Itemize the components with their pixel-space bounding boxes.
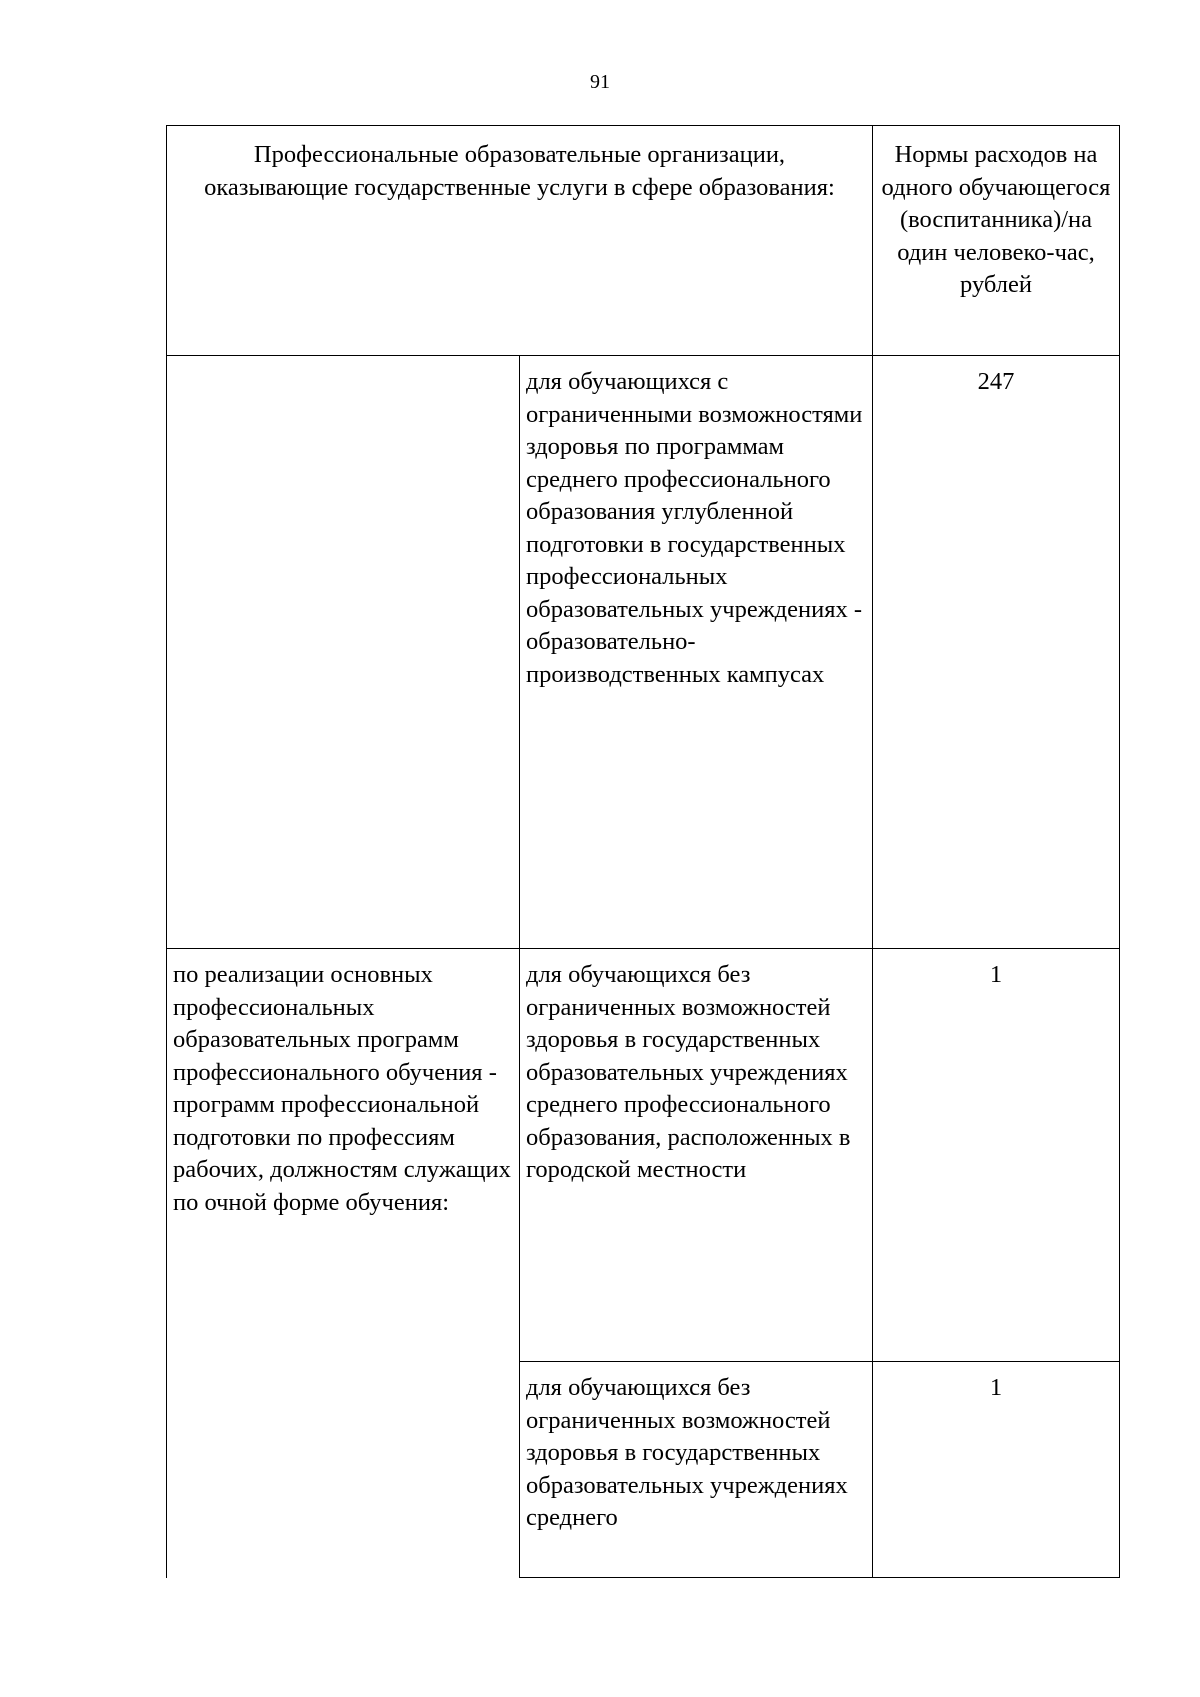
service-cell xyxy=(167,356,520,949)
value-cell: 1 xyxy=(872,1362,1119,1578)
page-number: 91 xyxy=(590,71,610,93)
header-organizations: Профессиональные образовательные организации, оказывающие государственные услуги в сфере образования: xyxy=(167,126,873,356)
table-row xyxy=(167,356,1120,949)
header-norms: Нормы расходов на одного обучающегося (воспитанника)/на один человеко-час, рублей xyxy=(872,126,1119,356)
table-header-row xyxy=(167,126,1120,356)
category-cell: для обучающихся без ограниченных возможностей здоровья в государственных образовательных учреждениях среднего профессионального образования, расположенных в городской местности xyxy=(519,949,872,1362)
norms-table xyxy=(166,125,1120,1578)
category-cell: для обучающихся с ограниченными возможностями здоровья по программам среднего профессионального образования углубленной подготовки в государственных профессиональных образовательных учреждениях - образовательно-производственных кампусах xyxy=(519,356,872,949)
value-cell: 247 xyxy=(872,356,1119,949)
value-cell: 1 xyxy=(872,949,1119,1362)
table-row xyxy=(167,949,1120,1362)
norms-table-container xyxy=(166,125,1122,1571)
category-cell: для обучающихся без ограниченных возможностей здоровья в государственных образовательных учреждениях среднего xyxy=(519,1362,872,1578)
service-cell: по реализации основных профессиональных образовательных программ профессионального обучения - программ профессиональной подготовки по профессиям рабочих, должностям служащих по очной форме обучения: xyxy=(167,949,520,1578)
